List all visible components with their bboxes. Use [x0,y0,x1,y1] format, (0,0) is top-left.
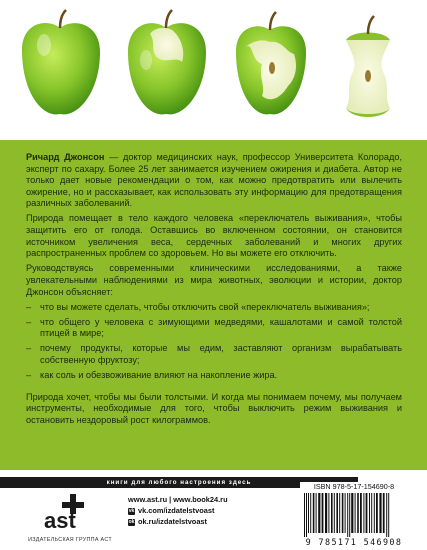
barcode-bar [336,493,338,533]
isbn: ISBN 978-5-17-154690-8 [300,482,408,491]
barcode-bar [347,493,348,537]
vk-link[interactable]: vk.com/izdatelstvoast [138,506,215,515]
list-item: – что вы можете сделать, чтобы отключить свой «переключатель выживания»; [26,301,370,312]
barcode-bar [310,493,311,533]
author-name: Ричард Джонсон [26,152,105,162]
author-bio: — доктор медицинских наук, профессор Университета Колорадо, эксперт по сахару. Более 25 лет занимается изучением ожирения и диабета. Автор не только дает новые рекомендации о том, как можно предотвратить или вылечить ожирение, но и рассказывает, как использовать эту информацию для предотвращения различных заболеваний. [26,152,403,209]
barcode-bar [313,493,315,533]
barcode-bar [316,493,317,533]
barcode-bar [366,493,368,533]
barcode-bar [360,493,362,533]
barcode-bar [308,493,309,533]
vk-icon: vk [128,507,135,514]
barcode-digits: 9 785171 546908 [305,537,403,547]
barcode-bar [376,493,378,533]
book-description [26,152,402,430]
list-item: – как соль и обезвоживание влияют на накопление жира. [26,370,278,381]
barcode-bar [345,493,346,533]
site-link-ast[interactable]: www.ast.ru [128,495,168,504]
barcode-bar [386,493,387,537]
vk-row [128,505,228,516]
barcode-bar [339,493,340,533]
barcode-bar [379,493,381,533]
half-eaten-apple-icon [236,12,306,114]
barcode-bar [357,493,359,533]
research-paragraph: Руководствуясь современными клиническими исследованиями, а также увлекательными наблюдениями из мира животных, эволюции и истории, доктор Джонсон объясняет: [26,263,402,297]
bitten-apple-icon [128,10,206,114]
bullet-mark: – [26,316,32,327]
barcode-bar [374,493,375,533]
barcode-bar [306,493,307,537]
bullet-mark: – [26,301,32,312]
barcode-bar [355,493,356,533]
barcode-bar [331,493,333,533]
barcode-bar [328,493,329,533]
barcode-bar [369,493,370,533]
barcode-bar [349,493,350,537]
barcode-bar [351,493,353,533]
green-apple-icon [22,10,100,114]
logo-text: ast [44,508,76,532]
closing-paragraph: Природа хочет, чтобы мы были толстыми. И когда мы понимаем почему, мы получаем инструменты, необходимые для того, чтобы выключить режим выживания и остановить нездоровый рост килограммов. [26,391,402,425]
barcode [300,491,408,537]
websites-row [128,494,228,505]
site-link-book24[interactable]: www.book24.ru [173,495,228,504]
barcode-bar [388,493,389,537]
apples-strip [0,0,427,140]
publisher-label: ИЗДАТЕЛЬСКАЯ ГРУППА АСТ [28,537,112,543]
ok-link[interactable]: ok.ru/izdatelstvoast [138,517,207,526]
barcode-bar [363,493,364,533]
publisher-links [128,494,228,527]
ok-icon: ok [128,518,135,525]
bullet-mark: – [26,370,32,381]
barcode-bar [371,493,372,533]
barcode-bar [304,493,305,537]
author-paragraph [26,152,402,210]
barcode-bar [318,493,320,533]
list-item: – почему продукты, которые мы едим, заставляют организм вырабатывать собственную фруктозу; [26,343,402,365]
ast-logo-icon [42,492,94,532]
barcode-bar [322,493,324,533]
ok-row [128,516,228,527]
barcode-bar [383,493,385,533]
barcode-bar [334,493,335,533]
tagline: книги для любого настроения здесь [0,477,358,488]
barcode-bar [325,493,327,533]
list-item: – что общего у человека с зимующими медведями, кашалотами и самой толстой птицей в мире; [26,316,402,339]
barcode-bar [342,493,344,533]
bullet-mark: – [26,343,32,354]
survival-switch-paragraph: Природа помещает в тело каждого человека «переключатель выживания», чтобы защитить его от голода. Оставшись во включенном состоянии, он становится источником увеличения веса, сердечных заболеваний и многих других распространенных проблем со здоровьем. Но вы можете его отключить. [26,213,402,259]
apples-illustration [0,0,427,140]
apple-core-icon [346,16,390,117]
link-separator: | [169,495,172,504]
